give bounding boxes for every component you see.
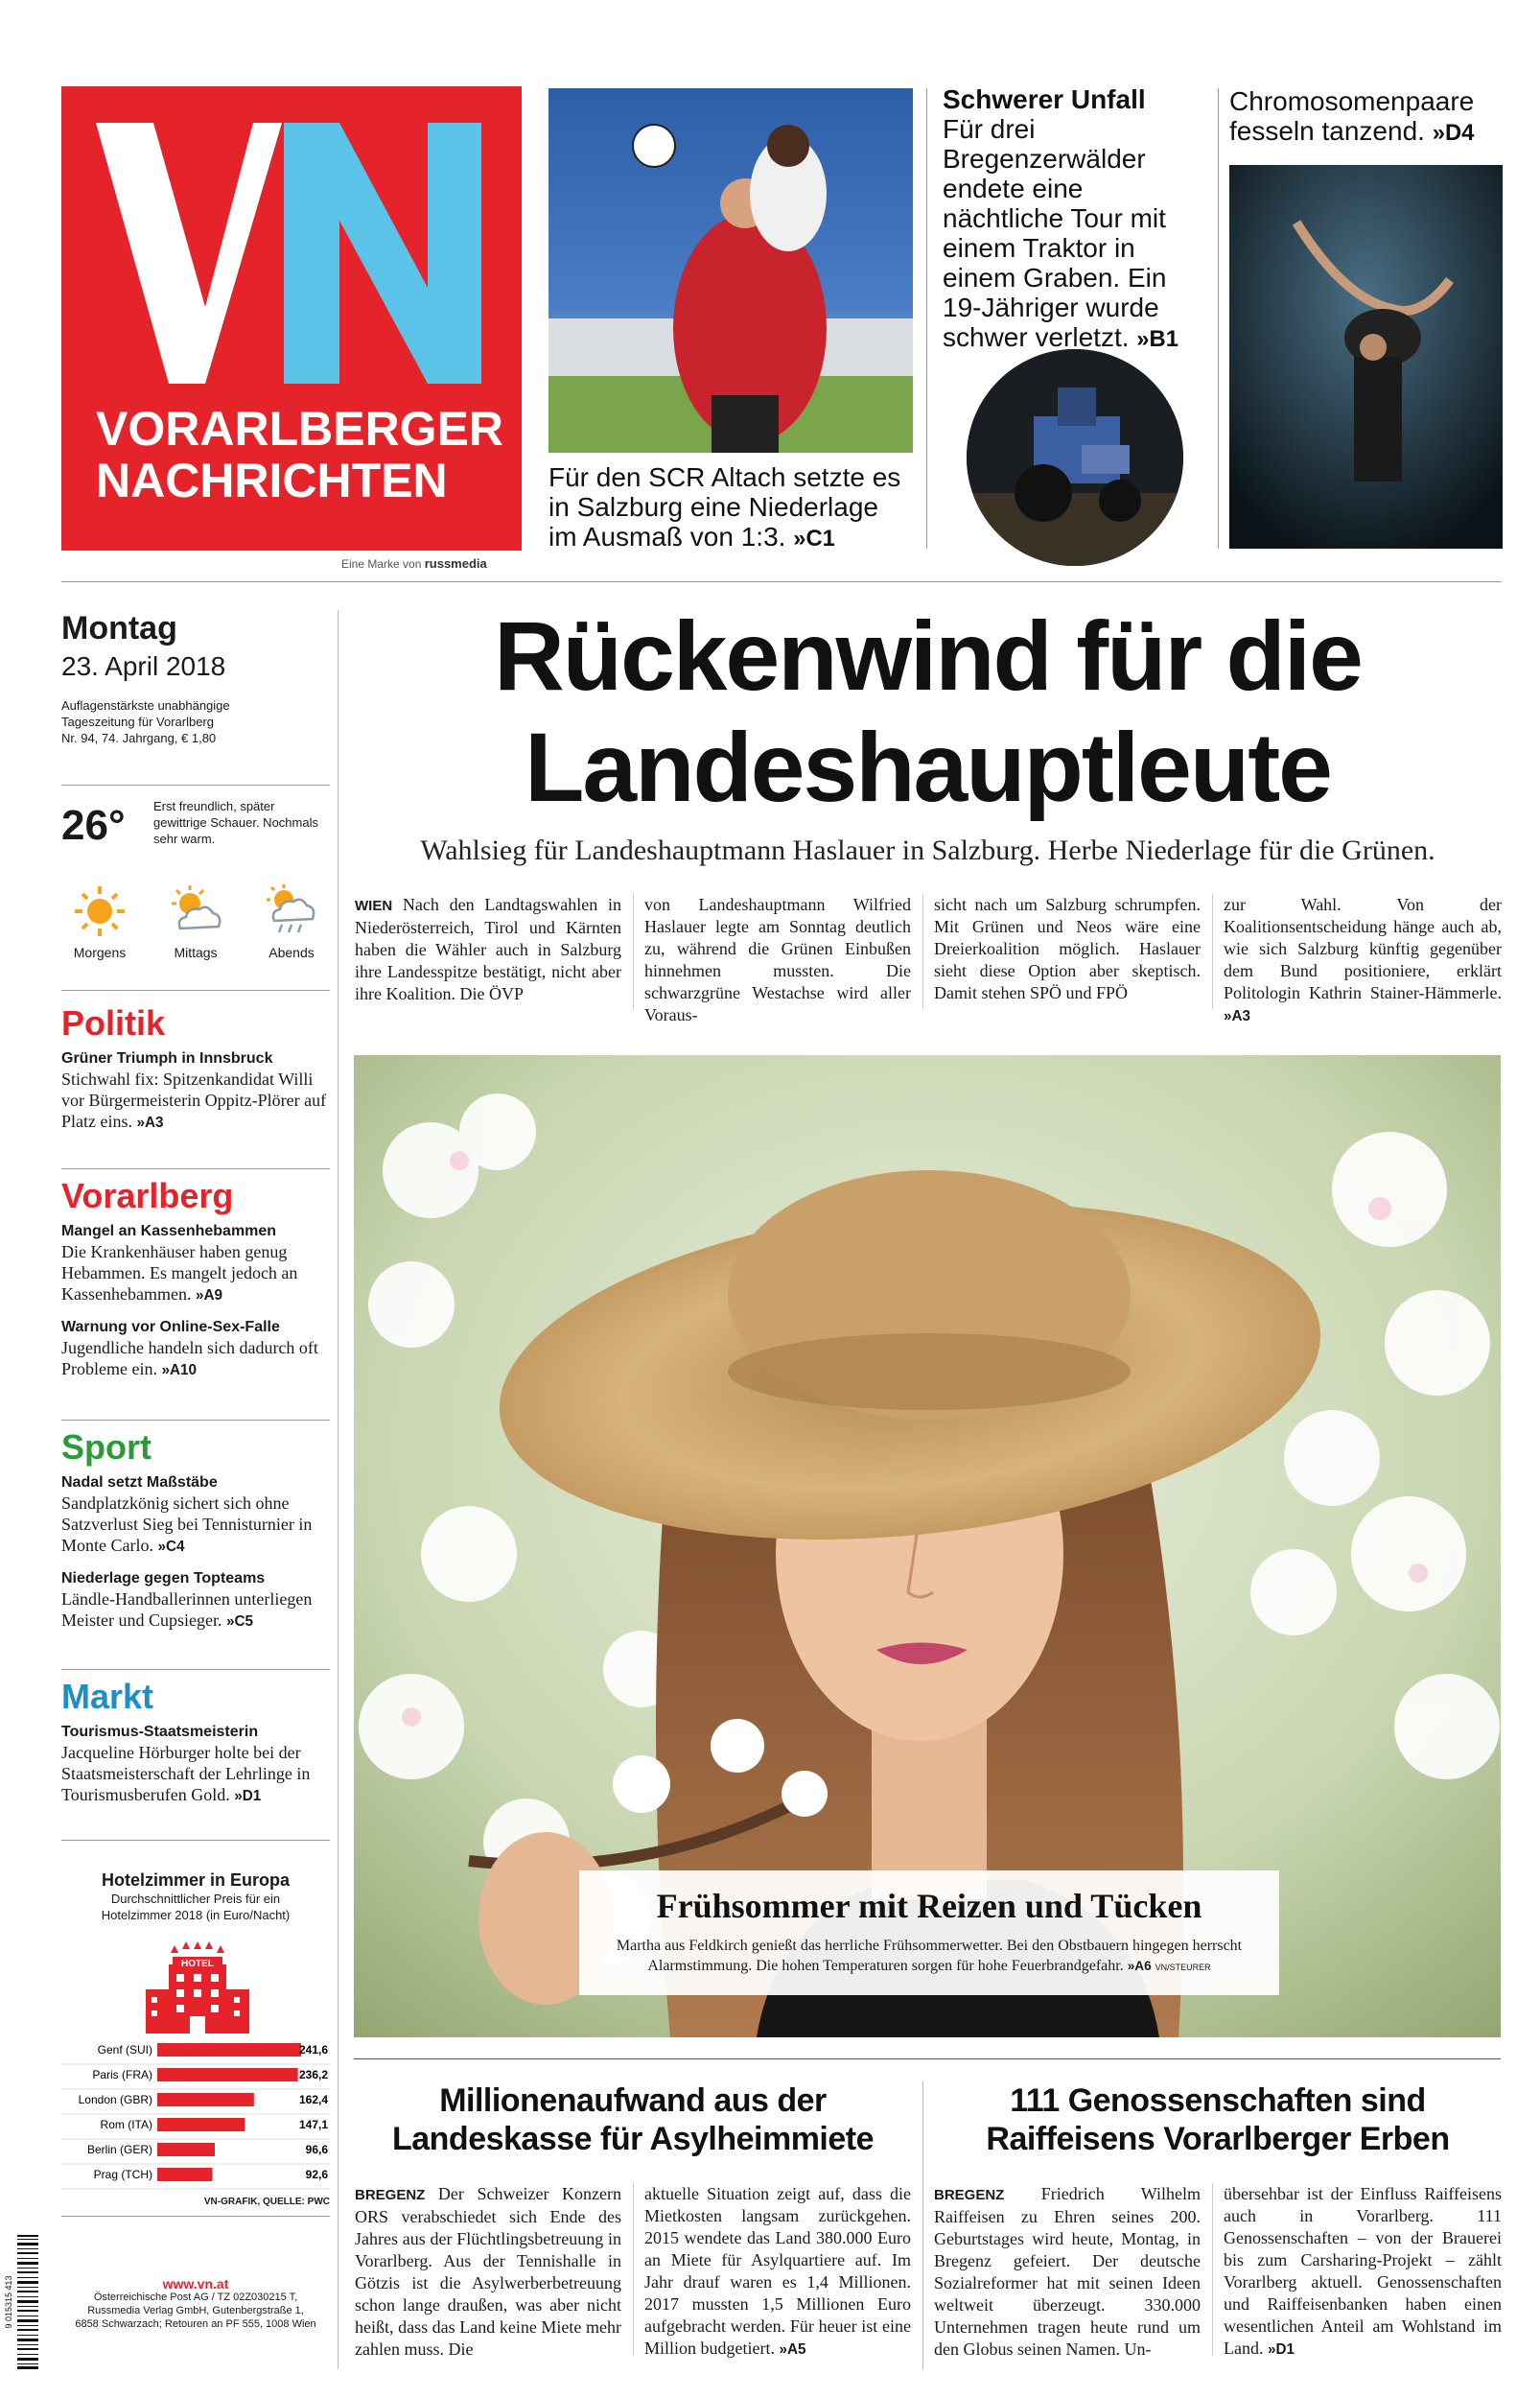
column-divider: [1212, 2183, 1213, 2356]
bar-value-label: 241,6: [298, 2043, 328, 2057]
imprint-line: Österreichische Post AG / TZ 02Z030215 T,: [93, 2292, 298, 2303]
section-sport: [61, 1427, 332, 1633]
story-column-text: Friedrich Wilhelm Raiffeisen zu Ehren seines 200. Geburtstages wird heute, Montag, in Bregenz gefeiert. Der deutsche Sozialreformer hat mit seinen Ideen weltweit überzeugt. 330.000 Unternehmen tragen heute rund um den Globus seinen Namen. Un-: [934, 2184, 1202, 2359]
bar-category-label: London (GBR): [78, 2093, 152, 2106]
story-headline-line: Millionenaufwand aus der: [439, 2082, 827, 2119]
bar-value-label: 236,2: [298, 2068, 328, 2081]
bar: [157, 2093, 254, 2106]
sun-cloud-rain-icon: [263, 882, 320, 940]
column-divider: [633, 894, 634, 1009]
tagline-2: Tageszeitung für Vorarlberg: [61, 715, 214, 729]
bar-value-label: 147,1: [298, 2118, 328, 2131]
story-column-text: übersehbar ist der Einfluss Raiffeisens auch in Vorarlberg. 111 Genossenschaften – von der Brauerei bis zum Carsharing-Projekt – zählt Vorarlberg aktuell. Genossenschaften und Raiffeisenbanken haben einen wesentlichen Anteil am Wohlstand im Land.: [1224, 2184, 1502, 2358]
weather-slot-label: Morgens: [73, 945, 127, 960]
hotel-chart: [61, 2037, 330, 2191]
weather-slot-midday: [157, 882, 234, 961]
brand-name: russmedia: [424, 556, 487, 571]
lead-subline: Wahlsieg für Landeshauptmann Haslauer in Salzburg. Herbe Niederlage für die Grünen.: [420, 835, 1435, 866]
brand-line: [341, 556, 487, 571]
column-divider: [922, 894, 923, 1009]
sidebar-divider: [61, 1840, 330, 1841]
story-column-text: aktuelle Situation zeigt auf, dass die Mietkosten langsam zurückgehen. 2015 wendete das Land 380.000 Euro an Miete für Asylquartiere auf. Im Jahr drauf waren es 1,4 Millionen. 2017 mussten 1,5 Millionen Euro aufgebracht werden. Für heuer ist eine Million budgetiert.: [644, 2184, 911, 2358]
masthead-logo[interactable]: [61, 86, 522, 551]
sidebar-divider: [61, 1420, 330, 1421]
dance-teaser-ref[interactable]: »D4: [1432, 120, 1475, 146]
section-item[interactable]: [61, 1723, 332, 1807]
section-title[interactable]: Politik: [61, 1003, 166, 1043]
masthead-rule: [61, 581, 1502, 582]
item-text: Jugendliche handeln sich dadurch oft Probleme ein.: [61, 1338, 318, 1378]
chart-title: Hotelzimmer in Europa: [101, 1870, 291, 1890]
sun-icon: [71, 882, 128, 940]
item-title: Nadal setzt Maßstäbe: [61, 1474, 218, 1491]
story-column: [644, 2183, 911, 2361]
brand-prefix: Eine Marke von: [341, 557, 422, 571]
caption-body: Martha aus Feldkirch genießt das herrliche Frühsommerwetter. Bei den Obstbauern hingegen herrscht Alarmstimmung. Die hohen Temperaturen sorgen für hohe Feuerbrandgefahr.: [616, 1938, 1243, 1974]
issue-date: 23. April 2018: [61, 651, 226, 681]
sport-teaser-text[interactable]: [548, 462, 913, 553]
accident-teaser-title: Schwerer Unfall: [943, 84, 1146, 114]
sport-teaser-photo[interactable]: [548, 88, 913, 453]
caption-text: [579, 1936, 1279, 1978]
item-title: Warnung vor Online-Sex-Falle: [61, 1319, 280, 1335]
item-title: Tourismus-Staatsmeisterin: [61, 1724, 259, 1740]
story-headline-line: Landeskasse für Asylheimmiete: [391, 2121, 875, 2157]
story-headline-line: 111 Genossenschaften sind: [1010, 2082, 1426, 2119]
sport-teaser-ref[interactable]: »C1: [793, 526, 835, 552]
column-divider: [1212, 894, 1213, 1009]
weather-description: Erst freundlich, später gewittrige Schauer. Nochmals sehr warm.: [153, 799, 318, 846]
item-ref[interactable]: »A10: [161, 1362, 198, 1378]
story-ref[interactable]: »D1: [1267, 2341, 1295, 2358]
dateline: BREGENZ: [355, 2187, 426, 2203]
lead-column: [355, 894, 621, 1005]
issue-number: Nr. 94, 74. Jahrgang, € 1,80: [61, 731, 217, 745]
weather-slot-evening: [253, 882, 330, 961]
sidebar-divider: [61, 1168, 330, 1169]
section-title[interactable]: Markt: [61, 1677, 154, 1716]
lead-column-text: zur Wahl. Von der Koalitionsentscheidung hänge auch ab, wie sich Salzburg künftig gegenüber dem Bund positioniere, erklärt Politologin Kathrin Stainer-Hämmerle.: [1224, 895, 1502, 1002]
item-ref[interactable]: »A9: [195, 1287, 223, 1304]
sun-cloud-icon: [167, 882, 224, 940]
chart-source: VN-GRAFIK, QUELLE: PWC: [203, 2197, 330, 2207]
weather-temperature: 26°: [61, 802, 126, 849]
bar-value-label: 92,6: [305, 2168, 328, 2181]
dance-teaser-body: Chromosomenpaare fesseln tanzend.: [1229, 86, 1475, 146]
section-markt: [61, 1677, 332, 1807]
weather-slot-label: Mittags: [174, 945, 218, 960]
story-headline[interactable]: [934, 2081, 1502, 2158]
bar: [157, 2168, 212, 2181]
item-text: Die Krankenhäuser haben genug Hebammen. Es mangelt jedoch an Kassenhebammen.: [61, 1242, 298, 1304]
item-text: Stichwahl fix: Spitzenkandidat Willi vor Bürgermeisterin Oppitz-Plörer auf Platz eins.: [61, 1070, 327, 1131]
bar-category-label: Genf (SUI): [97, 2043, 152, 2057]
sidebar-divider: [61, 990, 330, 991]
bar: [157, 2068, 298, 2081]
section-rule: [354, 2058, 1501, 2059]
dateline: WIEN: [355, 898, 393, 914]
tagline-1: Auflagenstärkste unabhängige: [61, 698, 230, 713]
bar-category-label: Rom (ITA): [100, 2118, 152, 2131]
lead-column: [934, 894, 1201, 1004]
bar-category-label: Berlin (GER): [86, 2143, 152, 2156]
caption-ref[interactable]: »A6: [1127, 1959, 1152, 1973]
story-column: [355, 2183, 621, 2361]
lead-headline-line1: Rückenwind für die: [494, 601, 1362, 711]
item-title: Niederlage gegen Topteams: [61, 1570, 266, 1587]
item-text: Sandplatzkönig sichert sich ohne Satzverlust Sieg bei Tennisturnier in Monte Carlo.: [61, 1493, 313, 1555]
section-vorarlberg: [61, 1176, 332, 1381]
dance-teaser-text[interactable]: [1229, 86, 1507, 148]
section-title[interactable]: Vorarlberg: [61, 1176, 234, 1215]
lead-ref[interactable]: »A3: [1224, 1008, 1251, 1024]
item-ref[interactable]: »A3: [136, 1115, 164, 1131]
site-url[interactable]: www.vn.at: [162, 2276, 229, 2292]
section-item[interactable]: [61, 1049, 332, 1134]
photo-caption: [579, 1870, 1279, 1995]
accident-teaser-body: Für drei Bregenzerwälder endete eine nächtliche Tour mit einem Traktor in einem Graben. Ein 19-Jähriger wurde schwer verletzt.: [943, 114, 1167, 352]
item-title: Grüner Triumph in Innsbruck: [61, 1050, 273, 1067]
hotel-icon: [138, 1938, 253, 2034]
column-divider: [1218, 88, 1219, 549]
bar: [157, 2043, 301, 2057]
masthead-name-line2: NACHRICHTEN: [96, 454, 448, 507]
column-divider: [633, 2183, 634, 2356]
item-ref[interactable]: »C4: [157, 1539, 185, 1555]
story-column: [1224, 2183, 1502, 2361]
lead-column: [1224, 894, 1502, 1027]
section-item[interactable]: [61, 1222, 332, 1306]
story-headline[interactable]: [355, 2081, 911, 2158]
imprint-line: Russmedia Verlag GmbH, Gutenbergstraße 1,: [87, 2305, 304, 2316]
lead-column-text: von Landeshauptmann Wilfried Haslauer legte am Sonntag deutlich zu, während die Grünen Einbußen hinnehmen mussten. Die schwarzgrüne Westachse wird aller Voraus-: [644, 895, 911, 1024]
section-item[interactable]: [61, 1473, 332, 1558]
weather-slot-morning: [61, 882, 138, 961]
sidebar-divider: [61, 1669, 330, 1670]
item-ref[interactable]: »D1: [234, 1788, 262, 1804]
tractor-photo[interactable]: [967, 349, 1183, 566]
item-text: Jacqueline Hörburger holte bei der Staatsmeisterschaft der Lehrlinge in Tourismusberufen Gold.: [61, 1743, 311, 1804]
masthead-name-line1: VORARLBERGER: [96, 402, 504, 456]
sidebar: [61, 610, 330, 746]
hotel-chart-header: [61, 1870, 330, 1923]
weather-box: [61, 796, 330, 873]
story-column: [934, 2183, 1201, 2361]
story-column-text: Der Schweizer Konzern ORS verabschiedet sich Ende des Jahres aus der Flüchtlingsbetreuung in Vorarlberg. Aus der Tennishalle in Götzis ist die Asylwerberbetreuung schon lange draußen, was aber nicht heißt, dass das Land keine Miete mehr zahlen muss. Die: [355, 2184, 621, 2359]
caption-title: Frühsommer mit Reizen und Tücken: [656, 1887, 1202, 1925]
section-politik: [61, 1003, 332, 1134]
section-item[interactable]: [61, 1569, 332, 1633]
item-ref[interactable]: »C5: [225, 1613, 254, 1630]
lead-column: [644, 894, 911, 1026]
item-title: Mangel an Kassenhebammen: [61, 1223, 277, 1239]
photo-credit: VN/STEURER: [1155, 1963, 1211, 1972]
column-divider: [926, 88, 927, 549]
story-headline-line: Raiffeisens Vorarlberger Erben: [986, 2121, 1450, 2157]
lead-headline-line2: Landeshauptleute: [525, 713, 1331, 822]
hotel-sign: HOTEL: [181, 1959, 214, 1969]
chart-subtitle: Durchschnittlicher Preis für ein Hotelzimmer 2018 (in Euro/Nacht): [101, 1892, 291, 1922]
bar-value-label: 162,4: [298, 2093, 328, 2106]
imprint-line: 6858 Schwarzach; Retouren an PF 555, 1008 Wien: [75, 2318, 316, 2330]
bar: [157, 2118, 245, 2131]
story-divider: [922, 2081, 923, 2369]
sidebar-divider: [61, 785, 330, 786]
imprint: [61, 2277, 330, 2331]
dance-photo[interactable]: [1229, 165, 1503, 549]
story-ref[interactable]: »A5: [779, 2341, 806, 2358]
bar-category-label: Prag (TCH): [93, 2168, 152, 2181]
weather-slot-label: Abends: [268, 945, 315, 960]
issue-day: Montag: [61, 610, 177, 647]
barcode: [4, 2235, 38, 2369]
barcode-number: 9 015315 413: [4, 2275, 13, 2329]
item-text: Ländle-Handballerinnen unterliegen Meister und Cupsieger.: [61, 1589, 313, 1630]
issue-info: [61, 697, 330, 746]
lead-column-text: Nach den Landtagswahlen in Niederösterreich, Tirol und Kärnten haben die Wähler auch in Salzburg ihre Landesspitze bestätigt, nicht aber ihre Koalition. Die ÖVP: [355, 895, 621, 1003]
weather-forecast: [61, 882, 330, 978]
sidebar-divider: [61, 2216, 330, 2217]
bar: [157, 2143, 215, 2156]
accident-teaser-ref[interactable]: »B1: [1136, 326, 1178, 352]
lead-column-text: sicht nach um Salzburg schrumpfen. Mit Grünen und Neos wäre eine Dreierkoalition möglich. Haslauer sieht diese Option aber skeptisch. Damit stehen SPÖ und FPÖ: [934, 895, 1201, 1002]
dateline: BREGENZ: [934, 2187, 1005, 2203]
lead-headline[interactable]: [355, 600, 1501, 823]
accident-teaser-text[interactable]: [943, 84, 1202, 354]
section-title[interactable]: Sport: [61, 1427, 152, 1467]
bar-value-label: 96,6: [305, 2143, 328, 2156]
bar-category-label: Paris (FRA): [92, 2068, 152, 2081]
section-item[interactable]: [61, 1318, 332, 1381]
sport-teaser-body: Für den SCR Altach setzte es in Salzburg eine Niederlage im Ausmaß von 1:3.: [548, 462, 901, 552]
